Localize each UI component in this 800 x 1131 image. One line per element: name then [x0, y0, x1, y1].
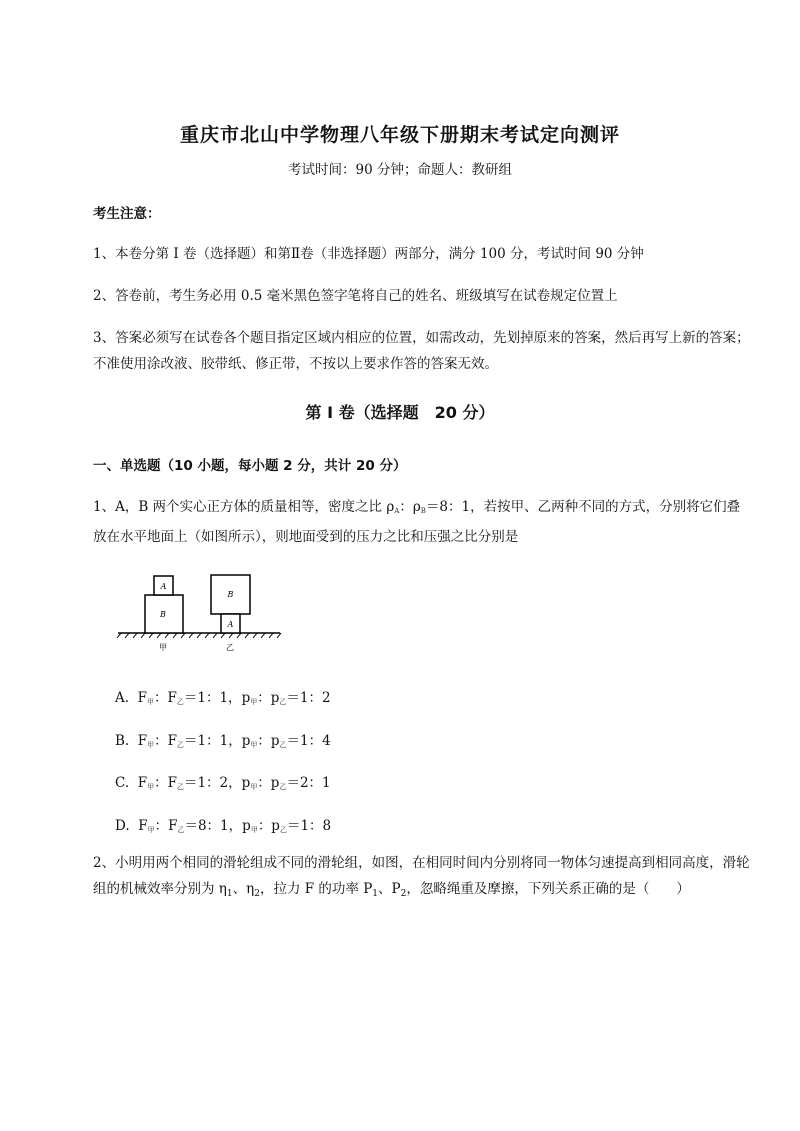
- option-b[interactable]: B. $F_甲$：$F_乙=1$：1，$p_甲$：$p_乙=1$：4: [115, 733, 331, 749]
- option-c[interactable]: C. $F_甲$：$F_乙=1$：2，$p_甲$：$p_乙=2$：1: [115, 775, 331, 791]
- yi-block-a-label: A: [227, 620, 234, 629]
- jia-block-b-label: B: [160, 610, 166, 619]
- jia-block-a-label: A: [160, 582, 167, 591]
- option-d[interactable]: D. $F_甲$：$F_乙=8$：1，$p_甲$：$p_乙=1$：8: [115, 818, 332, 834]
- yi-block-b-label: B: [227, 590, 234, 599]
- yi-label: 乙: [226, 643, 234, 652]
- notice-item-2: 2、答卷前，考生务必用 0.5 毫米黑色签字笔将自己的姓名、班级填写在试卷规定位置上: [93, 288, 618, 304]
- notice-item-1: 1、本卷分第 I 卷（选择题）和第Ⅱ卷（非选择题）两部分，满分 100 分，考试时间 90 分钟: [93, 246, 644, 262]
- exam-subtitle: 考试时间：90 分钟；命题人：教研组: [288, 162, 512, 178]
- jia-label: 甲: [159, 643, 167, 652]
- part-heading: 一、单选题（10 小题，每小题 2 分，共计 20 分）: [93, 458, 407, 474]
- section-title: 第 I 卷（选择题 20 分）: [305, 403, 495, 422]
- notice-heading: 考生注意：: [93, 206, 161, 222]
- exam-title: 重庆市北山中学物理八年级下册期末考试定向测评: [179, 124, 620, 146]
- question-2-stem: 2、小明用两个相同的滑轮组成不同的滑轮组，如图，在相同时间内分别将同一物体匀速提高到相同高度，滑轮组的机械效率分别为 $\eta_1$、$\eta_2$，拉力 F 的功率 $P_1$、$P_2$，忽略绳重及摩擦，下列关系正确的是（ ）: [93, 855, 750, 899]
- notice-item-3: 3、答案必须写在试卷各个题目指定区域内相应的位置，如需改动，先划掉原来的答案，然后再写上新的答案；不准使用涂改液、胶带纸、修正带，不按以上要求作答的答案无效。: [93, 330, 750, 372]
- option-a[interactable]: A. $F_甲$：$F_乙=1$：1，$p_甲$：$p_乙=1$：2: [115, 690, 331, 706]
- question-1-stem: 1、A，B 两个实心正方体的质量相等，密度之比 $\rho_A$：$\rho_B=8$：1，若按甲、乙两种不同的方式，分别将它们叠放在水平地面上（如图所示），则地面受到的压力之比和压强之比分别是: [93, 499, 741, 545]
- question-1-figure: [115, 566, 285, 656]
